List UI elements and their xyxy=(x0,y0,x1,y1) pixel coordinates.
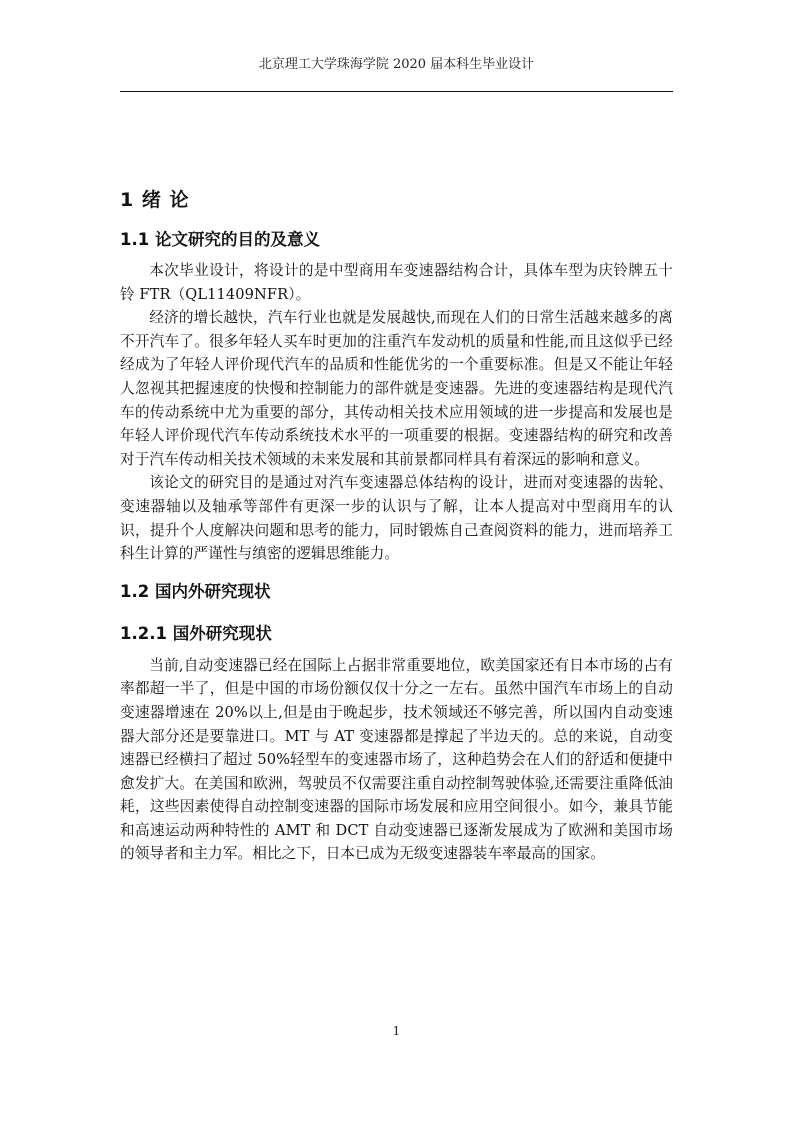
body-content xyxy=(120,182,673,866)
paragraph: 经济的增长越快，汽车行业也就是发展越快,而现在人们的日常生活越来越多的离不开汽车了。很多年轻人买车时更加的注重汽车发动机的质量和性能,而且这似乎已经经成为了年轻人评价现代汽车的品质和性能优劣的一个重要标准。但是又不能让年轻人忽视其把握速度的快慢和控制能力的部件就是变速器。先进的变速器结构是现代汽车的传动系统中尤为重要的部分，其传动相关技术应用领域的进一步提高和发展也是年轻人评价现代汽车传动系统技术水平的一项重要的根据。变速器结构的研究和改善对于汽车传动相关技术领域的未来发展和其前景都同样具有着深远的影响和意义。 xyxy=(120,309,673,468)
section-title-1-2-1: 1.2.1 国外研究现状 xyxy=(120,623,272,643)
header-rule xyxy=(120,91,673,92)
chapter-title: 1 绪 论 xyxy=(120,189,190,211)
running-header: 北京理工大学珠海学院 2020 届本科生毕业设计 xyxy=(258,57,535,72)
paragraph: 该论文的研究目的是通过对汽车变速器总体结构的设计，进而对变速器的齿轮、变速器轴以及轴承等部件有更深一步的认识与了解，让本人提高对中型商用车的认识，提升个人度解决问题和思考的能力，同时锻炼自己查阅资料的能力，进而培养工科生计算的严谨性与缜密的逻辑思维能力。 xyxy=(120,474,673,563)
paragraph: 当前,自动变速器已经在国际上占据非常重要地位，欧美国家还有日本市场的占有率都超一半了，但是中国的市场份额仅仅十分之一左右。虽然中国汽车市场上的自动变速器增速在 20%以上,但是由于晚起步，技术领域还不够完善，所以国内自动变速器大部分还是要靠进口。MT 与 AT 变速器都是撑起了半边天的。总的来说，自动变速器已经横扫了超过 50%轻型车的变速器市场了，这种趋势会在人们的舒适和便捷中愈发扩大。在美国和欧洲，驾驶员不仅需要注重自动控制驾驶体验,还需要注重降低油耗，这些因素使得自动控制变速器的国际市场发展和应用空间很小。如今，兼具节能和高速运动两种特性的 AMT 和 DCT 自动变速器已逐渐发展成为了欧洲和美国市场的领导者和主力军。相比之下，日本已成为无级变速器装车率最高的国家。 xyxy=(120,656,673,863)
page-number: 1 xyxy=(392,1024,401,1038)
section-title-1-2: 1.2 国内外研究现状 xyxy=(120,581,271,601)
section-title-1-1: 1.1 论文研究的目的及意义 xyxy=(120,230,320,249)
paragraph: 本次毕业设计，将设计的是中型商用车变速器结构合计，具体车型为庆铃牌五十铃 FTR（QL11409NFR）。 xyxy=(120,262,673,303)
